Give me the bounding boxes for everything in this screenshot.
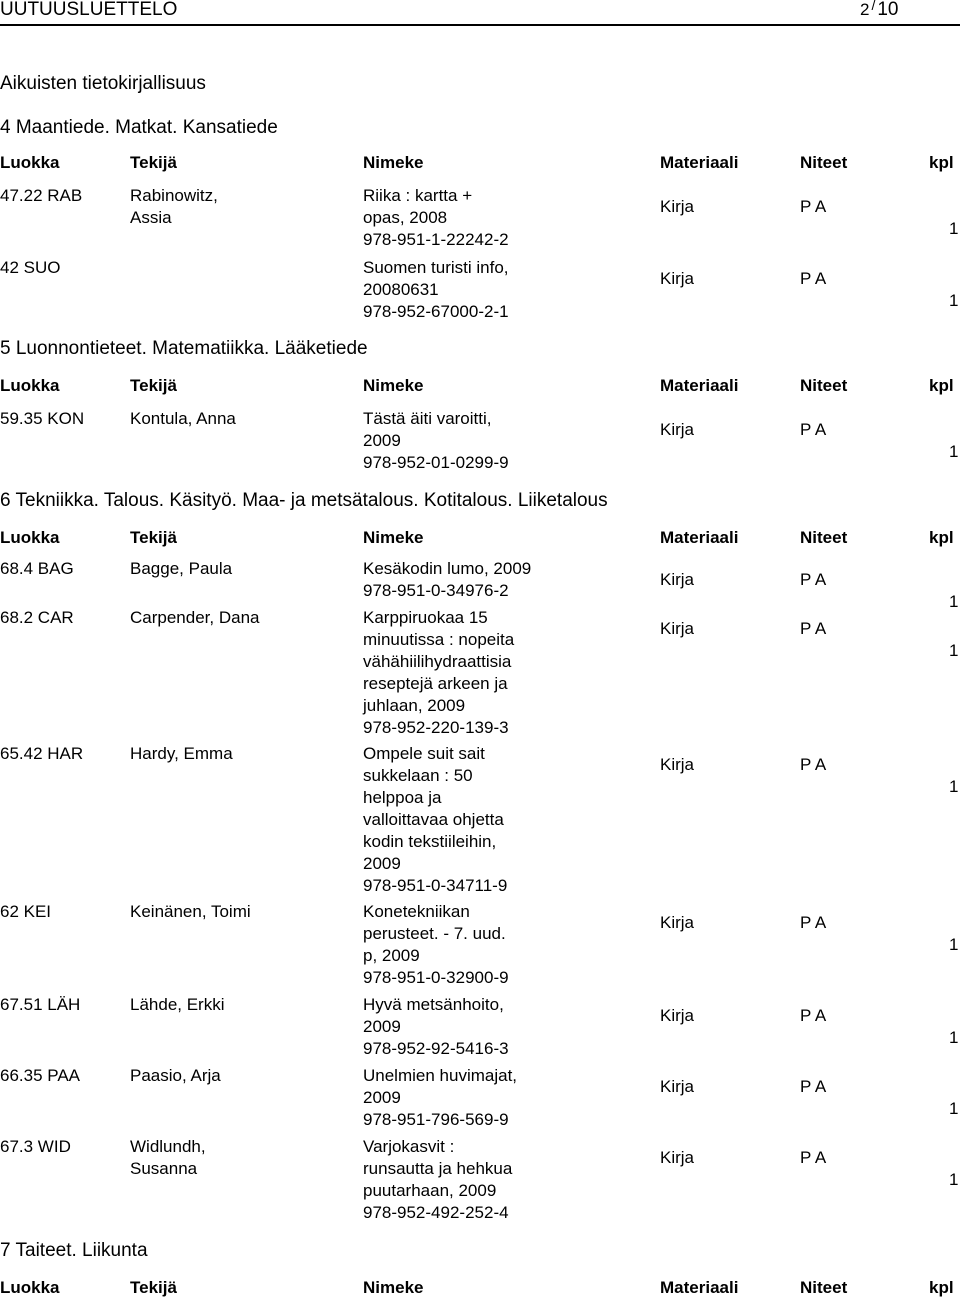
cell-luokka: 67.51 LÄH	[0, 995, 81, 1014]
cell-nimeke-line: puutarhaan, 2009	[363, 1181, 497, 1200]
column-header-niteet: Niteet	[800, 153, 848, 172]
category-heading: 7 Taiteet. Liikunta	[0, 1240, 148, 1261]
cell-niteet: P A	[800, 619, 827, 638]
column-header-luokka: Luokka	[0, 528, 60, 547]
cell-nimeke	[363, 185, 568, 251]
column-header-tekija: Tekijä	[130, 1278, 177, 1297]
cell-nimeke	[363, 1136, 568, 1224]
column-header-niteet: Niteet	[800, 376, 848, 395]
cell-nimeke	[363, 558, 568, 602]
cell-nimeke-line: juhlaan, 2009	[363, 696, 466, 715]
cell-kpl: 1	[949, 219, 959, 238]
cell-tekija	[130, 743, 340, 765]
cell-niteet: P A	[800, 1077, 827, 1096]
page-current: 2	[860, 0, 870, 19]
cell-kpl: 1	[949, 291, 959, 310]
cell-nimeke-line: 978-952-01-0299-9	[363, 453, 509, 472]
column-header-nimeke: Nimeke	[363, 153, 424, 172]
column-header-luokka: Luokka	[0, 153, 60, 172]
column-header-materiaali: Materiaali	[660, 153, 739, 172]
cell-tekija	[130, 901, 340, 923]
column-header-tekija: Tekijä	[130, 376, 177, 395]
column-header-kpl: kpl	[929, 153, 954, 172]
cell-nimeke-line: 978-951-0-32900-9	[363, 968, 509, 987]
column-header-materiaali: Materiaali	[660, 376, 739, 395]
cell-niteet: P A	[800, 913, 827, 932]
cell-luokka: 66.35 PAA	[0, 1066, 81, 1085]
cell-nimeke-line: Ompele suit sait	[363, 744, 485, 763]
cell-luokka: 42 SUO	[0, 258, 61, 277]
cell-nimeke-line: Varjokasvit :	[363, 1137, 455, 1156]
cell-kpl: 1	[949, 592, 959, 611]
cell-nimeke	[363, 408, 568, 474]
table-header	[0, 527, 960, 549]
cell-niteet: P A	[800, 1006, 827, 1025]
cell-nimeke-line: Karppiruokaa 15	[363, 608, 488, 627]
cell-nimeke-line: 978-952-492-252-4	[363, 1203, 509, 1222]
cell-nimeke-line: 2009	[363, 854, 401, 873]
cell-tekija-line: Paasio, Arja	[130, 1066, 221, 1085]
cell-nimeke-line: 978-951-796-569-9	[363, 1110, 509, 1129]
cell-nimeke-line: minuutissa : nopeita	[363, 630, 515, 649]
cell-tekija	[130, 994, 340, 1016]
cell-nimeke-line: opas, 2008	[363, 208, 448, 227]
cell-nimeke-line: Riika : kartta +	[363, 186, 473, 205]
cell-materiaali: Kirja	[660, 570, 695, 589]
cell-luokka: 67.3 WID	[0, 1137, 71, 1156]
cell-tekija	[130, 607, 340, 629]
cell-tekija	[130, 1065, 340, 1087]
category-heading: 4 Maantiede. Matkat. Kansatiede	[0, 117, 278, 138]
cell-nimeke	[363, 743, 568, 897]
cell-materiaali: Kirja	[660, 197, 695, 216]
cell-nimeke-line: 978-951-1-22242-2	[363, 230, 509, 249]
cell-tekija-line: Kontula, Anna	[130, 409, 236, 428]
page-total: 10	[877, 0, 899, 20]
page-separator: /	[871, 0, 876, 13]
cell-nimeke-line: Suomen turisti info,	[363, 258, 509, 277]
cell-tekija	[130, 408, 340, 430]
table-header	[0, 1277, 960, 1299]
cell-nimeke-line: valloittavaa ohjetta	[363, 810, 504, 829]
cell-niteet: P A	[800, 570, 827, 589]
column-header-kpl: kpl	[929, 376, 954, 395]
cell-nimeke	[363, 1065, 568, 1131]
cell-kpl: 1	[949, 1028, 959, 1047]
cell-tekija	[130, 558, 340, 580]
cell-niteet: P A	[800, 420, 827, 439]
cell-nimeke-line: 2009	[363, 1088, 401, 1107]
cell-nimeke-line: 2009	[363, 431, 401, 450]
cell-niteet: P A	[800, 755, 827, 774]
document-title: UUTUUSLUETTELO	[0, 0, 178, 20]
cell-nimeke	[363, 257, 568, 323]
cell-luokka: 68.4 BAG	[0, 559, 74, 578]
column-header-luokka: Luokka	[0, 1278, 60, 1297]
cell-materiaali: Kirja	[660, 913, 695, 932]
cell-nimeke-line: 978-951-0-34976-2	[363, 581, 509, 600]
cell-nimeke-line: Kesäkodin lumo, 2009	[363, 559, 532, 578]
cell-niteet: P A	[800, 269, 827, 288]
cell-materiaali: Kirja	[660, 1006, 695, 1025]
cell-nimeke-line: 978-952-220-139-3	[363, 718, 509, 737]
cell-materiaali: Kirja	[660, 1148, 695, 1167]
cell-nimeke-line: Tästä äiti varoitti,	[363, 409, 492, 428]
cell-nimeke-line: runsautta ja hehkua	[363, 1159, 513, 1178]
column-header-niteet: Niteet	[800, 528, 848, 547]
column-header-kpl: kpl	[929, 1278, 954, 1297]
cell-niteet: P A	[800, 1148, 827, 1167]
cell-tekija-line: Susanna	[130, 1159, 198, 1178]
cell-tekija-line: Keinänen, Toimi	[130, 902, 251, 921]
column-header-luokka: Luokka	[0, 376, 60, 395]
cell-tekija-line: Lähde, Erkki	[130, 995, 225, 1014]
column-header-materiaali: Materiaali	[660, 1278, 739, 1297]
cell-tekija-line: Widlundh,	[130, 1137, 206, 1156]
category-heading: 5 Luonnontieteet. Matematiikka. Lääketiede	[0, 338, 368, 359]
cell-materiaali: Kirja	[660, 269, 695, 288]
cell-kpl: 1	[949, 1170, 959, 1189]
cell-niteet: P A	[800, 197, 827, 216]
cell-tekija	[130, 1136, 340, 1180]
cell-nimeke-line: kodin tekstiileihin,	[363, 832, 497, 851]
cell-tekija-line: Bagge, Paula	[130, 559, 233, 578]
cell-nimeke-line: Hyvä metsänhoito,	[363, 995, 504, 1014]
column-header-niteet: Niteet	[800, 1278, 848, 1297]
cell-kpl: 1	[949, 641, 959, 660]
cell-nimeke-line: 978-951-0-34711-9	[363, 876, 508, 895]
column-header-tekija: Tekijä	[130, 153, 177, 172]
cell-nimeke-line: 978-952-67000-2-1	[363, 302, 509, 321]
cell-nimeke-line: p, 2009	[363, 946, 420, 965]
column-header-materiaali: Materiaali	[660, 528, 739, 547]
table-header	[0, 375, 960, 397]
category-heading: 6 Tekniikka. Talous. Käsityö. Maa- ja metsätalous. Kotitalous. Liiketalous	[0, 490, 608, 511]
cell-kpl: 1	[949, 935, 959, 954]
cell-tekija-line: Hardy, Emma	[130, 744, 233, 763]
cell-materiaali: Kirja	[660, 619, 695, 638]
cell-luokka: 68.2 CAR	[0, 608, 74, 627]
cell-nimeke-line: reseptejä arkeen ja	[363, 674, 508, 693]
cell-luokka: 59.35 KON	[0, 409, 85, 428]
cell-nimeke-line: 978-952-92-5416-3	[363, 1039, 509, 1058]
table-header	[0, 152, 960, 174]
cell-materiaali: Kirja	[660, 420, 695, 439]
cell-tekija	[130, 185, 340, 229]
cell-nimeke-line: helppoa ja	[363, 788, 442, 807]
cell-nimeke-line: Unelmien huvimajat,	[363, 1066, 518, 1085]
cell-kpl: 1	[949, 1099, 959, 1118]
cell-tekija-line: Assia	[130, 208, 172, 227]
cell-nimeke-line: Konetekniikan	[363, 902, 470, 921]
column-header-nimeke: Nimeke	[363, 528, 424, 547]
cell-nimeke-line: 20080631	[363, 280, 439, 299]
cell-luokka: 47.22 RAB	[0, 186, 83, 205]
cell-materiaali: Kirja	[660, 1077, 695, 1096]
cell-kpl: 1	[949, 777, 959, 796]
cell-nimeke-line: sukkelaan : 50	[363, 766, 473, 785]
column-header-nimeke: Nimeke	[363, 1278, 424, 1297]
cell-nimeke	[363, 994, 568, 1060]
cell-tekija-line: Carpender, Dana	[130, 608, 260, 627]
cell-nimeke-line: vähähiilihydraattisia	[363, 652, 512, 671]
column-header-nimeke: Nimeke	[363, 376, 424, 395]
cell-tekija-line: Rabinowitz,	[130, 186, 218, 205]
cell-luokka: 62 KEI	[0, 902, 52, 921]
page-header	[0, 0, 960, 22]
cell-luokka: 65.42 HAR	[0, 744, 84, 763]
cell-nimeke-line: 2009	[363, 1017, 401, 1036]
column-header-kpl: kpl	[929, 528, 954, 547]
header-rule	[0, 24, 960, 26]
cell-materiaali: Kirja	[660, 755, 695, 774]
cell-kpl: 1	[949, 442, 959, 461]
column-header-tekija: Tekijä	[130, 528, 177, 547]
cell-nimeke-line: perusteet. - 7. uud.	[363, 924, 506, 943]
main-section-title: Aikuisten tietokirjallisuus	[0, 73, 206, 94]
cell-nimeke	[363, 901, 568, 989]
page-number	[860, 0, 899, 21]
cell-nimeke	[363, 607, 568, 739]
